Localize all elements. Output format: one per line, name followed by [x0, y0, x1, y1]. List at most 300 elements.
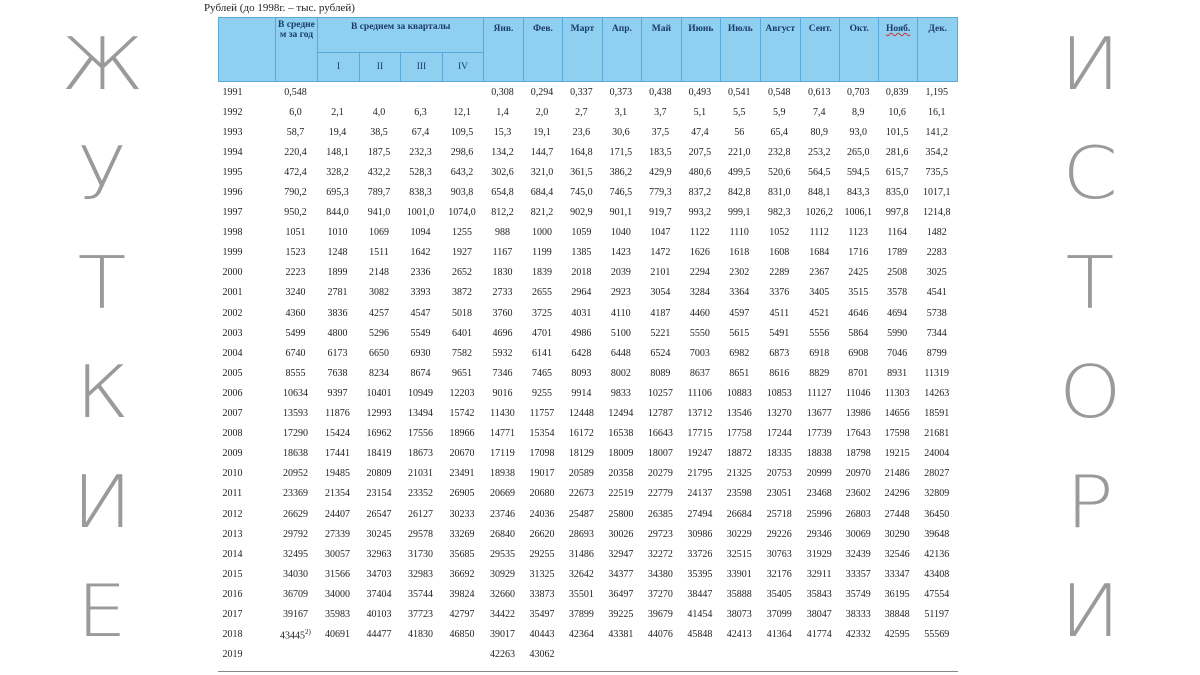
month-cell: 32515 — [726, 548, 752, 560]
year-average-cell: 17290 — [282, 428, 308, 440]
year-average-cell: 3240 — [285, 287, 306, 299]
month-cell: 51197 — [924, 608, 950, 620]
quarter-cell: 26547 — [366, 508, 392, 520]
month-cell: 8089 — [650, 367, 671, 379]
month-cell: 831,0 — [768, 187, 791, 199]
month-cell: 32176 — [766, 568, 792, 580]
month-cell: 779,3 — [649, 187, 672, 199]
month-cell: 22779 — [647, 488, 673, 500]
month-cell: 3025 — [926, 267, 947, 279]
right-title-letter: О — [1058, 350, 1122, 435]
year-cell: 2004 — [222, 347, 243, 359]
month-cell: 42413 — [726, 629, 752, 641]
month-cell: 27494 — [687, 508, 713, 520]
month-cell: 17098 — [529, 448, 555, 460]
year-average-value: 43445 — [280, 630, 306, 642]
month-cell: 20669 — [489, 488, 515, 500]
month-cell: 33901 — [726, 568, 752, 580]
month-cell: 24137 — [687, 488, 713, 500]
month-cell: 999,1 — [728, 207, 751, 219]
month-cell: 2508 — [887, 267, 908, 279]
month-cell: 39648 — [924, 528, 950, 540]
month-cell: 36497 — [608, 588, 634, 600]
month-cell: 5550 — [689, 327, 710, 339]
month-cell: 9914 — [571, 387, 592, 399]
month-cell: 41774 — [806, 629, 832, 641]
month-cell: 4597 — [729, 307, 750, 319]
quarter-cell: 21354 — [324, 488, 350, 500]
quarter-cell: 2336 — [410, 267, 431, 279]
month-cell: 11303 — [884, 387, 910, 399]
year-average-cell: 58,7 — [286, 126, 305, 138]
quarter-cell: 20670 — [449, 448, 475, 460]
month-cell: 5864 — [848, 327, 869, 339]
month-cell: 38447 — [687, 588, 713, 600]
year-cell: 2015 — [222, 568, 243, 580]
quarter-cell: 26905 — [449, 488, 475, 500]
month-cell: 0,337 — [570, 86, 593, 98]
month-cell: 4646 — [848, 307, 869, 319]
year-average-cell: 20952 — [282, 468, 308, 480]
month-cell: 2018 — [571, 267, 592, 279]
quarter-cell: 695,3 — [326, 187, 349, 199]
month-cell: 20358 — [608, 468, 634, 480]
quarter-cell: 23154 — [366, 488, 392, 500]
quarter-cell: 30233 — [449, 508, 475, 520]
month-cell: 17119 — [490, 448, 515, 460]
table-row — [219, 182, 958, 202]
month-cell: 8,9 — [851, 106, 865, 118]
header-month-feb: Фев. — [523, 18, 562, 82]
year-cell: 2001 — [222, 287, 243, 299]
month-cell: 55569 — [924, 629, 950, 641]
quarter-cell: 24407 — [324, 508, 350, 520]
month-cell: 31486 — [568, 548, 594, 560]
month-cell: 134,2 — [491, 146, 514, 158]
quarter-cell — [401, 645, 443, 665]
quarter-cell: 1069 — [368, 227, 389, 239]
quarter-cell: 903,8 — [450, 187, 474, 199]
month-cell: 37899 — [568, 608, 594, 620]
year-average-cell: 790,2 — [284, 187, 307, 199]
month-cell: 26684 — [726, 508, 752, 520]
month-cell: 32272 — [647, 548, 673, 560]
quarter-cell: 109,5 — [450, 126, 474, 138]
table-caption: Рублей (до 1998г. – тыс. рублей) — [204, 2, 355, 14]
month-cell — [918, 645, 958, 665]
month-cell: 20970 — [845, 468, 871, 480]
month-cell: 18007 — [647, 448, 673, 460]
month-cell: 2367 — [809, 267, 830, 279]
month-cell: 35843 — [806, 588, 832, 600]
year-cell: 2013 — [222, 528, 243, 540]
year-average-cell: 36709 — [282, 588, 308, 600]
table-row — [219, 424, 958, 444]
month-cell: 1167 — [492, 247, 513, 259]
month-cell: 28027 — [924, 468, 950, 480]
month-cell: 1608 — [769, 247, 790, 259]
quarter-cell: 1511 — [369, 247, 389, 259]
left-title-letter: И — [72, 459, 132, 544]
month-cell — [840, 645, 878, 665]
year-cell: 2014 — [222, 548, 243, 560]
month-cell: 843,3 — [846, 187, 870, 199]
month-cell: 8651 — [729, 367, 750, 379]
quarter-cell: 12993 — [366, 408, 392, 420]
month-cell: 42595 — [884, 629, 910, 641]
month-cell: 30,6 — [612, 126, 630, 138]
month-cell: 19215 — [884, 448, 910, 460]
month-cell: 735,5 — [925, 166, 948, 178]
month-cell — [801, 645, 840, 665]
year-average-cell: 34030 — [282, 568, 308, 580]
year-cell: 2016 — [222, 588, 243, 600]
right-title-letter: И — [1060, 568, 1120, 653]
month-cell: 16,1 — [927, 106, 946, 118]
month-cell: 183,5 — [649, 146, 672, 158]
month-cell: 35749 — [845, 588, 871, 600]
quarter-cell: 37723 — [407, 608, 433, 620]
month-cell: 39017 — [489, 629, 515, 641]
quarter-cell: 148,1 — [326, 146, 349, 158]
month-cell: 265,0 — [846, 146, 870, 158]
month-cell: 6982 — [729, 347, 750, 359]
month-cell: 33873 — [529, 588, 555, 600]
quarter-cell: 29578 — [407, 528, 433, 540]
quarter-cell: 11876 — [325, 408, 350, 420]
month-cell: 8931 — [887, 367, 908, 379]
year-average-cell: 23369 — [282, 488, 308, 500]
month-cell: 31325 — [529, 568, 555, 580]
quarter-cell: 643,2 — [450, 166, 474, 178]
month-cell: 1789 — [887, 247, 908, 259]
month-cell: 1423 — [610, 247, 631, 259]
month-cell: 13270 — [766, 408, 792, 420]
month-cell: 14656 — [884, 408, 910, 420]
month-cell: 0,839 — [885, 86, 909, 98]
year-average-cell: 13593 — [282, 408, 308, 420]
quarter-cell: 44477 — [366, 629, 392, 641]
month-cell: 171,5 — [609, 146, 633, 158]
quarter-cell: 1248 — [327, 247, 348, 259]
month-cell: 1122 — [689, 227, 710, 239]
month-cell: 34422 — [489, 608, 515, 620]
month-cell: 2655 — [531, 287, 552, 299]
month-cell: 842,8 — [728, 187, 751, 199]
month-cell: 21486 — [884, 468, 910, 480]
header-month-apr: Апр. — [602, 18, 641, 82]
month-cell: 10853 — [766, 387, 792, 399]
month-cell: 21795 — [687, 468, 713, 480]
month-cell: 6141 — [531, 347, 552, 359]
quarter-cell: 27339 — [324, 528, 350, 540]
month-cell: 993,2 — [688, 207, 712, 219]
left-title-column — [32, 0, 172, 675]
month-cell: 5932 — [492, 347, 513, 359]
month-cell: 23746 — [489, 508, 515, 520]
table-row — [219, 645, 958, 665]
month-cell: 93,0 — [849, 126, 867, 138]
month-cell: 2425 — [848, 267, 869, 279]
month-cell: 17244 — [766, 428, 792, 440]
salary-table — [218, 17, 958, 665]
table-row — [219, 383, 958, 403]
month-cell: 0,541 — [728, 86, 751, 98]
month-cell: 13986 — [845, 408, 871, 420]
table-header — [219, 18, 958, 82]
month-cell: 43062 — [529, 649, 555, 661]
month-cell: 988 — [494, 227, 510, 239]
month-cell: 42263 — [489, 649, 515, 661]
quarter-cell: 3836 — [327, 307, 348, 319]
month-cell — [760, 645, 800, 665]
month-cell: 18591 — [924, 408, 950, 420]
month-cell: 39225 — [608, 608, 634, 620]
month-cell: 35405 — [766, 588, 792, 600]
month-cell: 3284 — [689, 287, 710, 299]
month-cell: 27448 — [884, 508, 910, 520]
year-average-cell: 1051 — [285, 227, 306, 239]
month-cell: 594,5 — [846, 166, 870, 178]
month-cell: 13712 — [687, 408, 713, 420]
month-cell: 26385 — [647, 508, 673, 520]
month-cell: 25800 — [608, 508, 634, 520]
month-cell: 821,2 — [530, 207, 554, 219]
quarter-cell: 18419 — [366, 448, 392, 460]
quarter-cell: 2781 — [327, 287, 348, 299]
month-cell: 520,6 — [768, 166, 791, 178]
quarter-cell: 40691 — [324, 629, 350, 641]
month-cell: 20680 — [529, 488, 555, 500]
month-cell: 18838 — [806, 448, 832, 460]
quarter-cell: 26127 — [407, 508, 433, 520]
header-month-nov: Нояб. — [878, 18, 917, 82]
month-cell: 6524 — [650, 347, 671, 359]
table-row — [219, 243, 958, 263]
month-cell: 25996 — [806, 508, 832, 520]
year-average-cell — [275, 645, 318, 665]
month-cell: 2,0 — [535, 106, 549, 118]
quarter-cell: 4547 — [410, 307, 431, 319]
month-cell: 14771 — [489, 428, 515, 440]
month-cell: 42332 — [845, 629, 871, 641]
month-cell: 42364 — [568, 629, 594, 641]
quarter-cell: 9651 — [451, 367, 472, 379]
quarter-cell: 34703 — [366, 568, 392, 580]
year-average-cell: 39167 — [282, 608, 308, 620]
year-cell: 1992 — [222, 106, 243, 118]
month-cell: 164,8 — [570, 146, 593, 158]
month-cell: 37,5 — [651, 126, 670, 138]
month-cell: 18335 — [766, 448, 792, 460]
month-cell: 18872 — [726, 448, 752, 460]
month-cell: 11430 — [490, 408, 515, 420]
month-cell: 34377 — [608, 568, 634, 580]
table-row — [219, 102, 958, 122]
quarter-cell: 298,6 — [450, 146, 474, 158]
month-cell: 41364 — [766, 629, 792, 641]
month-cell: 207,5 — [688, 146, 712, 158]
quarter-cell: 187,5 — [367, 146, 391, 158]
month-cell: 8093 — [571, 367, 592, 379]
month-cell: 39679 — [647, 608, 673, 620]
month-cell: 33726 — [687, 548, 713, 560]
month-cell: 141,2 — [925, 126, 948, 138]
month-cell: 1,4 — [496, 106, 509, 118]
month-cell: 3578 — [887, 287, 908, 299]
header-month-sep: Сент. — [801, 18, 840, 82]
quarter-cell: 19485 — [324, 468, 350, 480]
month-cell: 2283 — [926, 247, 947, 259]
month-cell: 5990 — [887, 327, 908, 339]
table-body — [219, 82, 958, 665]
month-cell: 5615 — [729, 327, 750, 339]
month-cell: 15354 — [529, 428, 555, 440]
month-cell: 19247 — [687, 448, 713, 460]
month-cell: 24296 — [884, 488, 910, 500]
year-cell: 2007 — [222, 408, 243, 420]
month-cell: 1199 — [532, 247, 552, 259]
quarter-cell: 67,4 — [411, 126, 430, 138]
month-cell: 0,548 — [768, 86, 791, 98]
quarter-cell: 1927 — [451, 247, 472, 259]
month-cell: 4521 — [809, 307, 830, 319]
month-cell: 5221 — [650, 327, 671, 339]
month-cell — [721, 645, 760, 665]
left-title-letter: Е — [76, 568, 128, 653]
month-cell: 1482 — [926, 227, 947, 239]
month-cell: 902,9 — [570, 207, 593, 219]
quarter-cell: 1642 — [410, 247, 431, 259]
month-cell: 22673 — [568, 488, 594, 500]
quarter-cell: 10949 — [407, 387, 433, 399]
month-cell: 18009 — [608, 448, 634, 460]
month-cell: 1385 — [571, 247, 592, 259]
month-cell: 11046 — [845, 387, 871, 399]
month-cell: 3,1 — [614, 106, 628, 118]
month-cell: 2,7 — [575, 106, 588, 118]
month-cell: 1472 — [650, 247, 671, 259]
month-cell: 23598 — [726, 488, 752, 500]
quarter-cell: 12203 — [449, 387, 475, 399]
month-cell: 8829 — [809, 367, 830, 379]
month-cell: 835,0 — [885, 187, 909, 199]
month-cell: 302,6 — [491, 166, 514, 178]
month-cell: 11127 — [807, 387, 832, 399]
year-cell: 2012 — [222, 508, 243, 520]
month-cell: 17758 — [726, 428, 752, 440]
month-cell: 2039 — [610, 267, 631, 279]
year-average-cell: 472,4 — [284, 166, 307, 178]
quarter-cell: 3082 — [368, 287, 389, 299]
quarter-cell: 39824 — [449, 588, 475, 600]
month-cell: 1684 — [809, 247, 830, 259]
month-cell: 35888 — [726, 588, 752, 600]
month-cell: 32439 — [845, 548, 871, 560]
month-cell: 1830 — [492, 267, 513, 279]
month-cell: 20999 — [806, 468, 832, 480]
month-cell: 0,493 — [688, 86, 712, 98]
month-cell: 18798 — [845, 448, 871, 460]
quarter-cell: 6650 — [368, 347, 389, 359]
month-cell: 3054 — [650, 287, 671, 299]
document-page — [200, 0, 960, 675]
month-cell: 32642 — [568, 568, 594, 580]
table-row — [219, 564, 958, 584]
month-cell: 321,0 — [530, 166, 554, 178]
year-average-cell: 0,548 — [284, 86, 307, 98]
month-cell: 18129 — [568, 448, 594, 460]
quarter-cell: 6173 — [327, 347, 348, 359]
month-cell: 1112 — [809, 227, 829, 239]
month-cell: 3364 — [729, 287, 750, 299]
quarter-cell: 4,0 — [372, 106, 386, 118]
table-row — [219, 484, 958, 504]
quarter-cell: 15742 — [449, 408, 475, 420]
quarter-cell: 789,7 — [367, 187, 391, 199]
quarter-cell: 941,0 — [367, 207, 391, 219]
month-cell: 32809 — [924, 488, 950, 500]
month-cell: 1716 — [848, 247, 869, 259]
quarter-cell: 38,5 — [370, 126, 388, 138]
year-cell: 2006 — [222, 387, 243, 399]
year-average-cell: 6,0 — [289, 106, 302, 118]
month-cell: 32660 — [489, 588, 515, 600]
month-cell: 0,373 — [609, 86, 633, 98]
month-cell: 4701 — [531, 327, 552, 339]
month-cell: 10257 — [647, 387, 673, 399]
year-cell: 2000 — [222, 267, 243, 279]
month-cell: 2101 — [650, 267, 671, 279]
quarter-cell: 18966 — [449, 428, 475, 440]
quarter-cell: 432,2 — [367, 166, 391, 178]
month-cell: 281,6 — [885, 146, 909, 158]
month-cell: 2923 — [610, 287, 631, 299]
table-row — [219, 544, 958, 564]
quarter-cell: 1010 — [327, 227, 348, 239]
month-cell: 17739 — [806, 428, 832, 440]
month-cell: 26803 — [845, 508, 871, 520]
table-row — [219, 82, 958, 103]
month-cell: 29346 — [806, 528, 832, 540]
month-cell: 13546 — [726, 408, 752, 420]
month-cell: 25487 — [568, 508, 594, 520]
right-title-letter: С — [1062, 131, 1118, 216]
month-cell: 812,2 — [491, 207, 514, 219]
month-cell: 1839 — [531, 267, 552, 279]
month-cell: 45848 — [687, 629, 713, 641]
quarter-cell: 5549 — [410, 327, 431, 339]
month-cell: 44076 — [647, 629, 673, 641]
month-cell: 25718 — [766, 508, 792, 520]
table-row — [219, 283, 958, 303]
month-cell: 3405 — [809, 287, 830, 299]
month-cell: 33347 — [884, 568, 910, 580]
header-quarter-4: IV — [442, 53, 484, 82]
month-cell: 1123 — [848, 227, 869, 239]
quarter-cell: 31566 — [324, 568, 350, 580]
month-cell: 1047 — [650, 227, 671, 239]
quarter-cell: 6930 — [410, 347, 431, 359]
month-cell: 982,3 — [768, 207, 791, 219]
quarter-cell: 30245 — [366, 528, 392, 540]
header-quarter-3: III — [401, 53, 443, 82]
month-cell: 24004 — [924, 448, 950, 460]
quarter-cell: 1074,0 — [448, 207, 476, 219]
quarter-cell: 2,1 — [331, 106, 344, 118]
quarter-cell: 7582 — [451, 347, 472, 359]
table-row — [219, 203, 958, 223]
